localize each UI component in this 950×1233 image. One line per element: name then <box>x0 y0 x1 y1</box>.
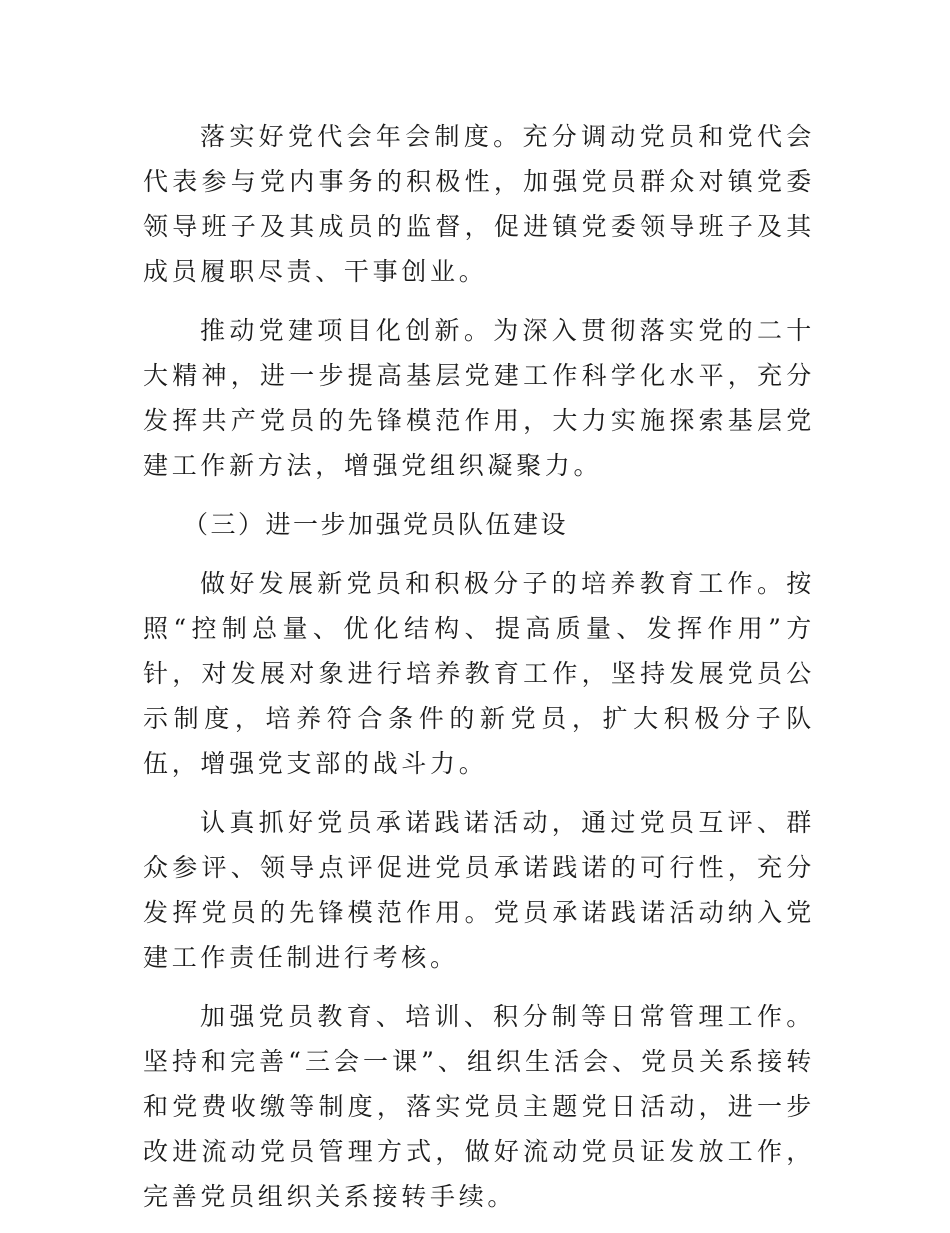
section-heading: （三）进一步加强党员队伍建设 <box>183 510 569 539</box>
paragraph-new-members: 做好发展新党员和积极分子的培养教育工作。按照“控制总量、优化结构、提高质量、发挥作用”方针，对发展对象进行培养教育工作，坚持发展党员公示制度，培养符合条件的新党员，扩大积极分子队伍，增强党支部的战斗力。 <box>143 569 815 778</box>
paragraph-member-commitment: 认真抓好党员承诺践诺活动，通过党员互评、群众参评、领导点评促进党员承诺践诺的可行性，充分发挥党员的先锋模范作用。党员承诺践诺活动纳入党建工作责任制进行考核。 <box>143 808 815 972</box>
document-body <box>143 114 815 1233</box>
paragraph-party-building-innovation: 推动党建项目化创新。为深入贯彻落实党的二十大精神，进一步提高基层党建工作科学化水平，充分发挥共产党员的先锋模范作用，大力实施探索基层党建工作新方法，增强党组织凝聚力。 <box>143 316 815 480</box>
paragraph-party-congress: 落实好党代会年会制度。充分调动党员和党代会代表参与党内事务的积极性，加强党员群众对镇党委领导班子及其成员的监督，促进镇党委领导班子及其成员履职尽责、干事创业。 <box>143 122 815 286</box>
paragraph-member-education: 加强党员教育、培训、积分制等日常管理工作。坚持和完善“三会一课”、组织生活会、党员关系接转和党费收缴等制度，落实党员主题党日活动，进一步改进流动党员管理方式，做好流动党员证发放工作，完善党员组织关系接转手续。 <box>143 1002 815 1211</box>
